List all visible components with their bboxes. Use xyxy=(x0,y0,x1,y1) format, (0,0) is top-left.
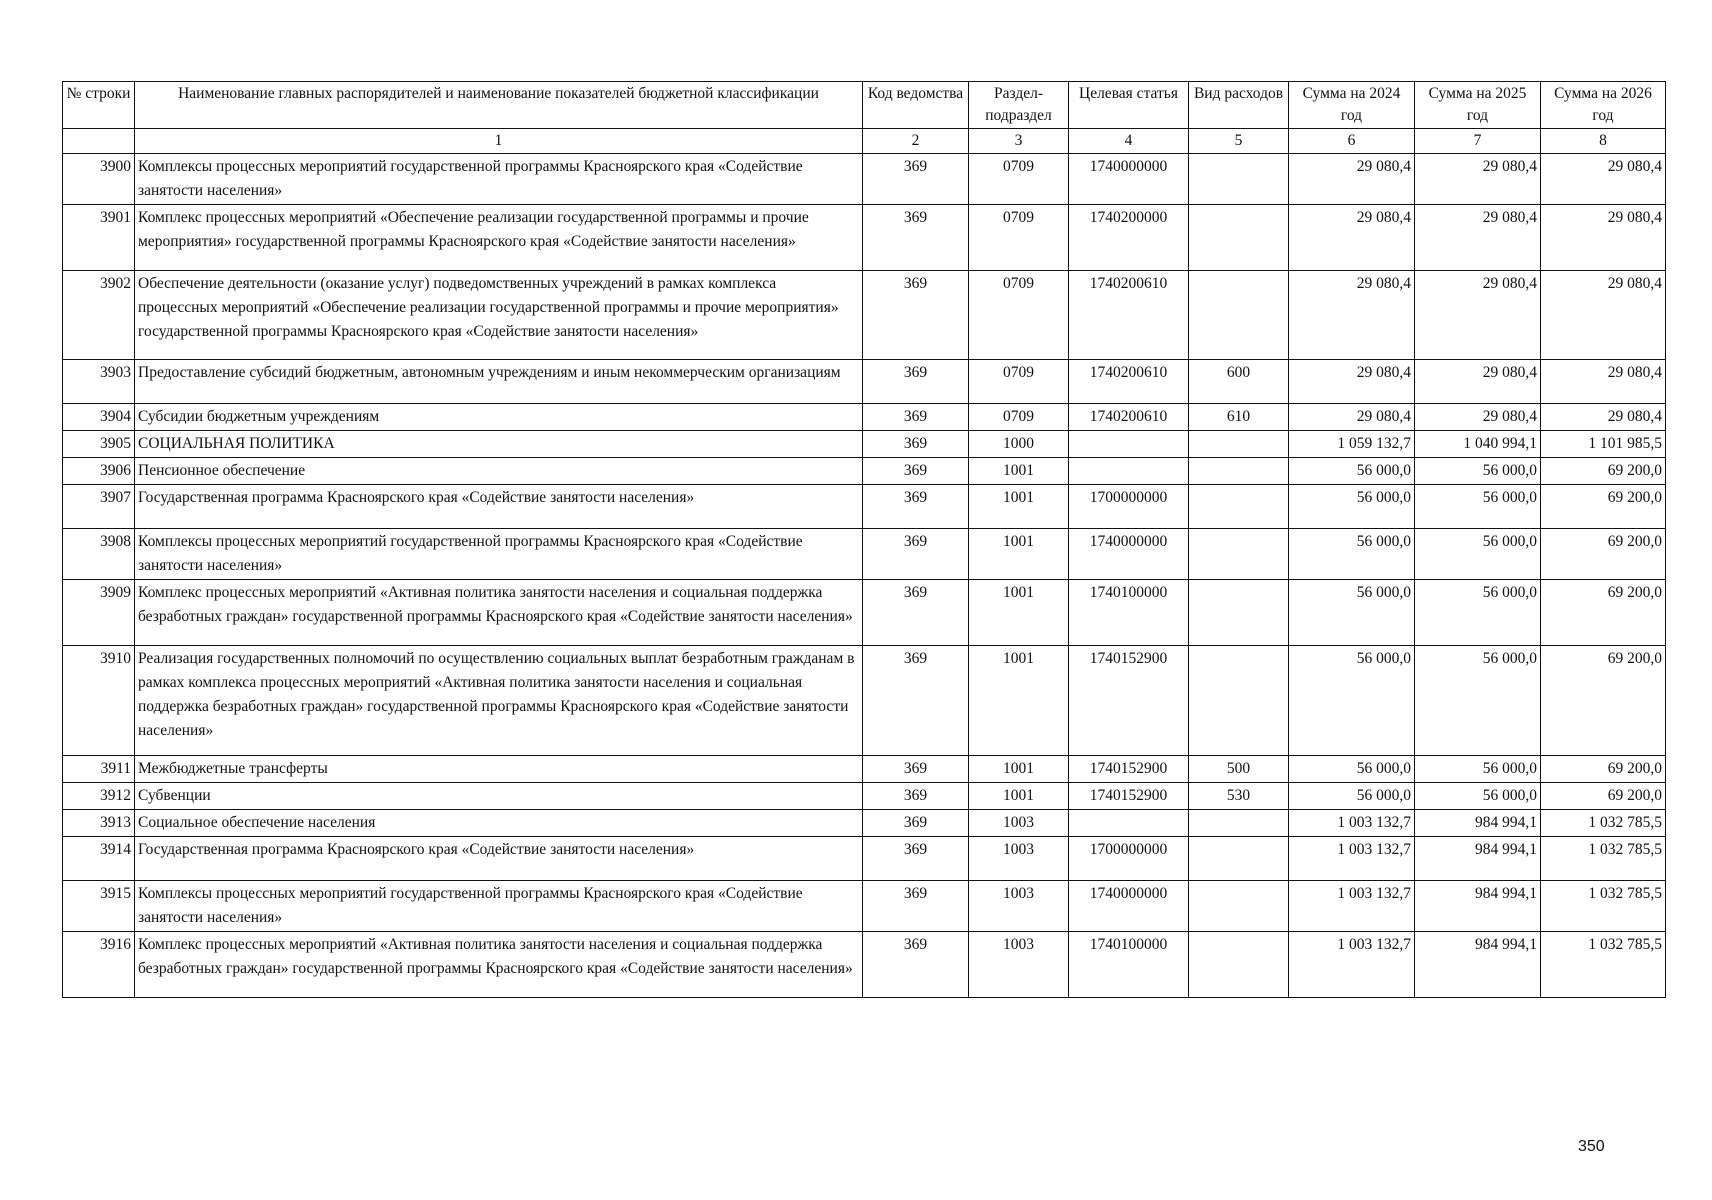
sum-2024: 56 000,0 xyxy=(1289,646,1415,756)
column-index: 2 xyxy=(863,129,969,154)
target-code: 1740000000 xyxy=(1069,529,1189,580)
section-code: 1001 xyxy=(969,580,1069,646)
dept-code: 369 xyxy=(863,932,969,998)
header-sum-2024: Сумма на 2024 год xyxy=(1289,82,1415,129)
expense-type xyxy=(1189,458,1289,485)
row-name: Межбюджетные трансферты xyxy=(135,756,863,783)
table-row xyxy=(63,580,1666,646)
table-row xyxy=(63,837,1666,881)
column-index: 1 xyxy=(135,129,863,154)
target-code: 1740000000 xyxy=(1069,154,1189,205)
sum-2024: 29 080,4 xyxy=(1289,154,1415,205)
expense-type xyxy=(1189,932,1289,998)
sum-2026: 1 032 785,5 xyxy=(1541,932,1666,998)
row-number: 3903 xyxy=(63,360,135,404)
dept-code: 369 xyxy=(863,431,969,458)
row-number: 3909 xyxy=(63,580,135,646)
row-number: 3904 xyxy=(63,404,135,431)
row-number: 3902 xyxy=(63,271,135,360)
dept-code: 369 xyxy=(863,529,969,580)
row-name: Комплекс процессных мероприятий «Активная политика занятости населения и социальная поддержка безработных граждан» государственной программы Красноярского края «Содействие занятости населения» xyxy=(135,932,863,998)
dept-code: 369 xyxy=(863,458,969,485)
sum-2025: 984 994,1 xyxy=(1415,881,1541,932)
column-index: 7 xyxy=(1415,129,1541,154)
sum-2024: 56 000,0 xyxy=(1289,458,1415,485)
header-sum-2026: Сумма на 2026 год xyxy=(1541,82,1666,129)
target-code: 1740200610 xyxy=(1069,404,1189,431)
column-index-row xyxy=(63,129,1666,154)
target-code: 1740152900 xyxy=(1069,756,1189,783)
row-number: 3910 xyxy=(63,646,135,756)
row-number: 3906 xyxy=(63,458,135,485)
expense-type xyxy=(1189,529,1289,580)
target-code: 1740200000 xyxy=(1069,205,1189,271)
sum-2024: 56 000,0 xyxy=(1289,529,1415,580)
target-code: 1740152900 xyxy=(1069,646,1189,756)
table-row xyxy=(63,360,1666,404)
sum-2024: 1 003 132,7 xyxy=(1289,881,1415,932)
sum-2025: 56 000,0 xyxy=(1415,529,1541,580)
sum-2026: 29 080,4 xyxy=(1541,205,1666,271)
column-index: 8 xyxy=(1541,129,1666,154)
expense-type xyxy=(1189,431,1289,458)
expense-type: 500 xyxy=(1189,756,1289,783)
expense-type xyxy=(1189,154,1289,205)
column-index: 5 xyxy=(1189,129,1289,154)
sum-2025: 29 080,4 xyxy=(1415,271,1541,360)
sum-2024: 29 080,4 xyxy=(1289,271,1415,360)
expense-type xyxy=(1189,580,1289,646)
sum-2025: 29 080,4 xyxy=(1415,205,1541,271)
sum-2024: 29 080,4 xyxy=(1289,360,1415,404)
target-code: 1700000000 xyxy=(1069,837,1189,881)
sum-2025: 56 000,0 xyxy=(1415,458,1541,485)
dept-code: 369 xyxy=(863,271,969,360)
sum-2026: 69 200,0 xyxy=(1541,458,1666,485)
target-code xyxy=(1069,431,1189,458)
table-row xyxy=(63,485,1666,529)
section-code: 0709 xyxy=(969,360,1069,404)
sum-2025: 1 040 994,1 xyxy=(1415,431,1541,458)
table-row xyxy=(63,205,1666,271)
dept-code: 369 xyxy=(863,756,969,783)
row-name: Комплекс процессных мероприятий «Обеспечение реализации государственной программы и прочие мероприятия» государственной программы Красноярского края «Содействие занятости населения» xyxy=(135,205,863,271)
section-code: 0709 xyxy=(969,271,1069,360)
row-number: 3901 xyxy=(63,205,135,271)
row-name: Субсидии бюджетным учреждениям xyxy=(135,404,863,431)
column-index xyxy=(63,129,135,154)
expense-type xyxy=(1189,646,1289,756)
table-row xyxy=(63,881,1666,932)
header-section: Раздел-подраздел xyxy=(969,82,1069,129)
header-row-number: № строки xyxy=(63,82,135,129)
sum-2026: 29 080,4 xyxy=(1541,404,1666,431)
sum-2025: 56 000,0 xyxy=(1415,580,1541,646)
table-row xyxy=(63,783,1666,810)
sum-2024: 1 059 132,7 xyxy=(1289,431,1415,458)
table-body xyxy=(63,154,1666,998)
sum-2024: 56 000,0 xyxy=(1289,783,1415,810)
section-code: 1003 xyxy=(969,837,1069,881)
table-row xyxy=(63,458,1666,485)
sum-2024: 56 000,0 xyxy=(1289,580,1415,646)
section-code: 1001 xyxy=(969,646,1069,756)
expense-type: 600 xyxy=(1189,360,1289,404)
table-row xyxy=(63,529,1666,580)
row-number: 3908 xyxy=(63,529,135,580)
section-code: 1003 xyxy=(969,881,1069,932)
sum-2024: 56 000,0 xyxy=(1289,485,1415,529)
row-name: Комплекс процессных мероприятий «Активная политика занятости населения и социальная поддержка безработных граждан» государственной программы Красноярского края «Содействие занятости населения» xyxy=(135,580,863,646)
target-code xyxy=(1069,458,1189,485)
table-row xyxy=(63,404,1666,431)
expense-type xyxy=(1189,810,1289,837)
section-code: 1001 xyxy=(969,458,1069,485)
budget-table xyxy=(62,81,1666,998)
dept-code: 369 xyxy=(863,837,969,881)
sum-2025: 984 994,1 xyxy=(1415,837,1541,881)
sum-2025: 29 080,4 xyxy=(1415,154,1541,205)
section-code: 1000 xyxy=(969,431,1069,458)
row-name: Комплексы процессных мероприятий государственной программы Красноярского края «Содействие занятости населения» xyxy=(135,881,863,932)
dept-code: 369 xyxy=(863,485,969,529)
target-code: 1740100000 xyxy=(1069,932,1189,998)
row-name: Государственная программа Красноярского края «Содействие занятости населения» xyxy=(135,837,863,881)
target-code: 1740200610 xyxy=(1069,360,1189,404)
row-number: 3905 xyxy=(63,431,135,458)
row-number: 3913 xyxy=(63,810,135,837)
dept-code: 369 xyxy=(863,646,969,756)
row-name: Реализация государственных полномочий по осуществлению социальных выплат безработным гражданам в рамках комплекса процессных мероприятий «Активная политика занятости населения и социальная поддержка безработных граждан» государственной программы Красноярского края «Содействие занятости населения» xyxy=(135,646,863,756)
target-code xyxy=(1069,810,1189,837)
dept-code: 369 xyxy=(863,810,969,837)
target-code: 1700000000 xyxy=(1069,485,1189,529)
row-number: 3912 xyxy=(63,783,135,810)
row-number: 3915 xyxy=(63,881,135,932)
sum-2024: 56 000,0 xyxy=(1289,756,1415,783)
table-row xyxy=(63,271,1666,360)
expense-type xyxy=(1189,485,1289,529)
sum-2024: 29 080,4 xyxy=(1289,205,1415,271)
row-number: 3911 xyxy=(63,756,135,783)
target-code: 1740000000 xyxy=(1069,881,1189,932)
row-name: Комплексы процессных мероприятий государственной программы Красноярского края «Содействие занятости населения» xyxy=(135,529,863,580)
dept-code: 369 xyxy=(863,580,969,646)
row-name: Комплексы процессных мероприятий государственной программы Красноярского края «Содействие занятости населения» xyxy=(135,154,863,205)
row-name: Государственная программа Красноярского края «Содействие занятости населения» xyxy=(135,485,863,529)
sum-2025: 984 994,1 xyxy=(1415,810,1541,837)
sum-2026: 69 200,0 xyxy=(1541,646,1666,756)
expense-type xyxy=(1189,881,1289,932)
table-row xyxy=(63,810,1666,837)
expense-type: 530 xyxy=(1189,783,1289,810)
dept-code: 369 xyxy=(863,404,969,431)
row-name: СОЦИАЛЬНАЯ ПОЛИТИКА xyxy=(135,431,863,458)
header-sum-2025: Сумма на 2025 год xyxy=(1415,82,1541,129)
column-index: 4 xyxy=(1069,129,1189,154)
sum-2026: 1 032 785,5 xyxy=(1541,810,1666,837)
section-code: 0709 xyxy=(969,154,1069,205)
section-code: 0709 xyxy=(969,205,1069,271)
section-code: 1003 xyxy=(969,932,1069,998)
row-name: Предоставление субсидий бюджетным, автономным учреждениям и иным некоммерческим организациям xyxy=(135,360,863,404)
column-index: 3 xyxy=(969,129,1069,154)
sum-2024: 1 003 132,7 xyxy=(1289,837,1415,881)
sum-2026: 69 200,0 xyxy=(1541,485,1666,529)
target-code: 1740200610 xyxy=(1069,271,1189,360)
expense-type: 610 xyxy=(1189,404,1289,431)
sum-2025: 56 000,0 xyxy=(1415,756,1541,783)
sum-2026: 69 200,0 xyxy=(1541,580,1666,646)
expense-type xyxy=(1189,205,1289,271)
dept-code: 369 xyxy=(863,154,969,205)
sum-2025: 984 994,1 xyxy=(1415,932,1541,998)
sum-2025: 56 000,0 xyxy=(1415,783,1541,810)
expense-type xyxy=(1189,837,1289,881)
table-row xyxy=(63,154,1666,205)
row-number: 3900 xyxy=(63,154,135,205)
table-row xyxy=(63,431,1666,458)
target-code: 1740152900 xyxy=(1069,783,1189,810)
dept-code: 369 xyxy=(863,881,969,932)
section-code: 1001 xyxy=(969,783,1069,810)
dept-code: 369 xyxy=(863,205,969,271)
sum-2026: 69 200,0 xyxy=(1541,756,1666,783)
sum-2025: 29 080,4 xyxy=(1415,404,1541,431)
target-code: 1740100000 xyxy=(1069,580,1189,646)
dept-code: 369 xyxy=(863,360,969,404)
table-row xyxy=(63,932,1666,998)
sum-2026: 69 200,0 xyxy=(1541,783,1666,810)
page-number: 350 xyxy=(1578,1138,1605,1155)
expense-type xyxy=(1189,271,1289,360)
sum-2025: 56 000,0 xyxy=(1415,646,1541,756)
sum-2025: 29 080,4 xyxy=(1415,360,1541,404)
row-name: Субвенции xyxy=(135,783,863,810)
row-name: Пенсионное обеспечение xyxy=(135,458,863,485)
sum-2024: 1 003 132,7 xyxy=(1289,810,1415,837)
column-index: 6 xyxy=(1289,129,1415,154)
sum-2026: 29 080,4 xyxy=(1541,271,1666,360)
header-dept-code: Код ведомства xyxy=(863,82,969,129)
table-row xyxy=(63,646,1666,756)
sum-2024: 29 080,4 xyxy=(1289,404,1415,431)
section-code: 1001 xyxy=(969,756,1069,783)
sum-2024: 1 003 132,7 xyxy=(1289,932,1415,998)
section-code: 1001 xyxy=(969,485,1069,529)
header-expense-type: Вид расходов xyxy=(1189,82,1289,129)
header-target: Целевая статья xyxy=(1069,82,1189,129)
section-code: 1003 xyxy=(969,810,1069,837)
section-code: 1001 xyxy=(969,529,1069,580)
dept-code: 369 xyxy=(863,783,969,810)
row-number: 3916 xyxy=(63,932,135,998)
sum-2026: 69 200,0 xyxy=(1541,529,1666,580)
sum-2026: 29 080,4 xyxy=(1541,154,1666,205)
row-name: Социальное обеспечение населения xyxy=(135,810,863,837)
sum-2025: 56 000,0 xyxy=(1415,485,1541,529)
row-name: Обеспечение деятельности (оказание услуг) подведомственных учреждений в рамках комплекса процессных мероприятий «Обеспечение реализации государственной программы и прочие мероприятия» государственной программы Красноярского края «Содействие занятости населения» xyxy=(135,271,863,360)
section-code: 0709 xyxy=(969,404,1069,431)
header-name: Наименование главных распорядителей и наименование показателей бюджетной классификации xyxy=(135,82,863,129)
row-number: 3914 xyxy=(63,837,135,881)
sum-2026: 1 032 785,5 xyxy=(1541,837,1666,881)
row-number: 3907 xyxy=(63,485,135,529)
sum-2026: 1 101 985,5 xyxy=(1541,431,1666,458)
sum-2026: 29 080,4 xyxy=(1541,360,1666,404)
table-row xyxy=(63,756,1666,783)
header-row xyxy=(63,82,1666,129)
sum-2026: 1 032 785,5 xyxy=(1541,881,1666,932)
